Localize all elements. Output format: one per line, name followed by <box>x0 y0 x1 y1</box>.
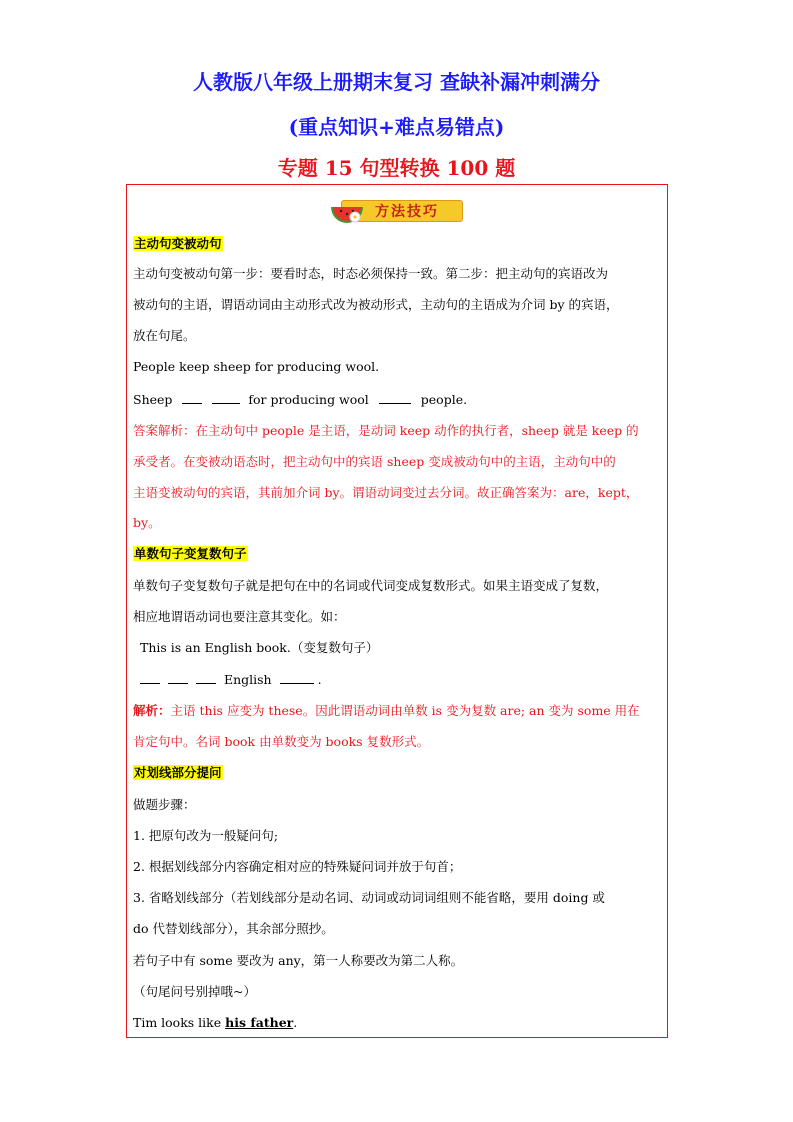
exercise-period: . <box>317 672 322 687</box>
section1-example: People keep sheep for producing wool. <box>133 359 380 374</box>
section1-answer-4: by。 <box>133 515 161 530</box>
section3-heading <box>133 765 223 781</box>
section1-answer-2: 承受者。在变被动语态时，把主动句中的宾语 sheep 变成被动句中的主语，主动句中的 <box>133 454 616 469</box>
section1-answer-3: 主语变被动句的宾语，其前加介词 by。谓语动词变过去分词。故正确答案为：are，kept， <box>133 485 639 500</box>
answer-blank <box>212 391 240 404</box>
answer-blank <box>168 671 188 684</box>
method-badge <box>327 193 465 227</box>
title-line-3: 专题 15 句型转换 100 题 <box>277 156 516 180</box>
section2-heading-text: 单数句子变复数句子 <box>134 546 247 561</box>
answer-blank <box>280 671 314 684</box>
section1-heading-text: 主动句变被动句 <box>134 236 222 251</box>
section3-note-2: （句尾问号别掉哦~） <box>133 984 256 999</box>
exercise-word-2: for producing wool <box>248 392 369 407</box>
section1-para-2: 被动句的主语，谓语动词由主动形式改为被动形式，主动句的主语成为介词 by 的宾语， <box>133 297 619 312</box>
title-line-2: (重点知识+难点易错点) <box>288 115 505 139</box>
badge-label: 方法技巧 <box>375 204 439 220</box>
answer-label: 解析： <box>133 703 171 718</box>
section3-step-2: 2. 根据划线部分内容确定相对应的特殊疑问词并放于句首； <box>133 859 462 874</box>
watermelon-icon <box>327 193 367 227</box>
exercise-word: English <box>223 672 272 687</box>
section2-answer-2: 肯定句中。名词 book 由单数变为 books 复数形式。 <box>133 734 430 749</box>
answer-text: 主语 this 应变为 these。因此谓语动词由单数 is 变为复数 are; an 变为 some 用在 <box>170 703 640 718</box>
answer-blank <box>196 671 216 684</box>
section3-example <box>133 1015 297 1031</box>
section1-answer-1: 答案解析：在主动句中 people 是主语，是动词 keep 动作的执行者，sheep 就是 keep 的 <box>133 423 639 438</box>
example-text: Tim looks like <box>133 1015 226 1030</box>
section1-para-3: 放在句尾。 <box>133 328 196 343</box>
answer-blank <box>140 671 160 684</box>
section2-example: This is an English book.（变复数句子） <box>140 640 379 655</box>
section3-heading-text: 对划线部分提问 <box>134 765 222 780</box>
section1-exercise <box>133 391 467 408</box>
exercise-word-1: Sheep <box>133 392 173 407</box>
section2-para-2: 相应地谓语动词也要注意其变化。如： <box>133 609 346 624</box>
section2-heading <box>133 546 248 562</box>
underlined-phrase: his father <box>225 1015 294 1030</box>
answer-blank <box>379 391 411 404</box>
section3-step-1: 1. 把原句改为一般疑问句; <box>133 828 279 843</box>
section2-para-1: 单数句子变复数句子就是把句在中的名词或代词变成复数形式。如果主语变成了复数， <box>133 578 609 593</box>
section3-step-3b: do 代替划线部分），其余部分照抄。 <box>133 921 334 936</box>
section1-heading <box>133 236 223 252</box>
section2-answer-1 <box>133 703 640 719</box>
section3-note-1: 若句子中有 some 要改为 any，第一人称要改为第二人称。 <box>133 953 464 968</box>
example-end: . <box>293 1015 298 1030</box>
section1-para-1: 主动句变被动句第一步：要看时态，时态必须保持一致。第二步：把主动句的宾语改为 <box>133 266 609 281</box>
exercise-word-3: people. <box>420 392 468 407</box>
answer-blank <box>182 391 202 404</box>
section3-steps-label: 做题步骤： <box>133 797 196 812</box>
section2-exercise <box>140 671 322 688</box>
title-line-1: 人教版八年级上册期末复习 查缺补漏冲刺满分 <box>193 70 600 94</box>
section3-step-3a: 3. 省略划线部分（若划线部分是动名词、动词或动词词组则不能省略，要用 doing 或 <box>133 890 605 905</box>
